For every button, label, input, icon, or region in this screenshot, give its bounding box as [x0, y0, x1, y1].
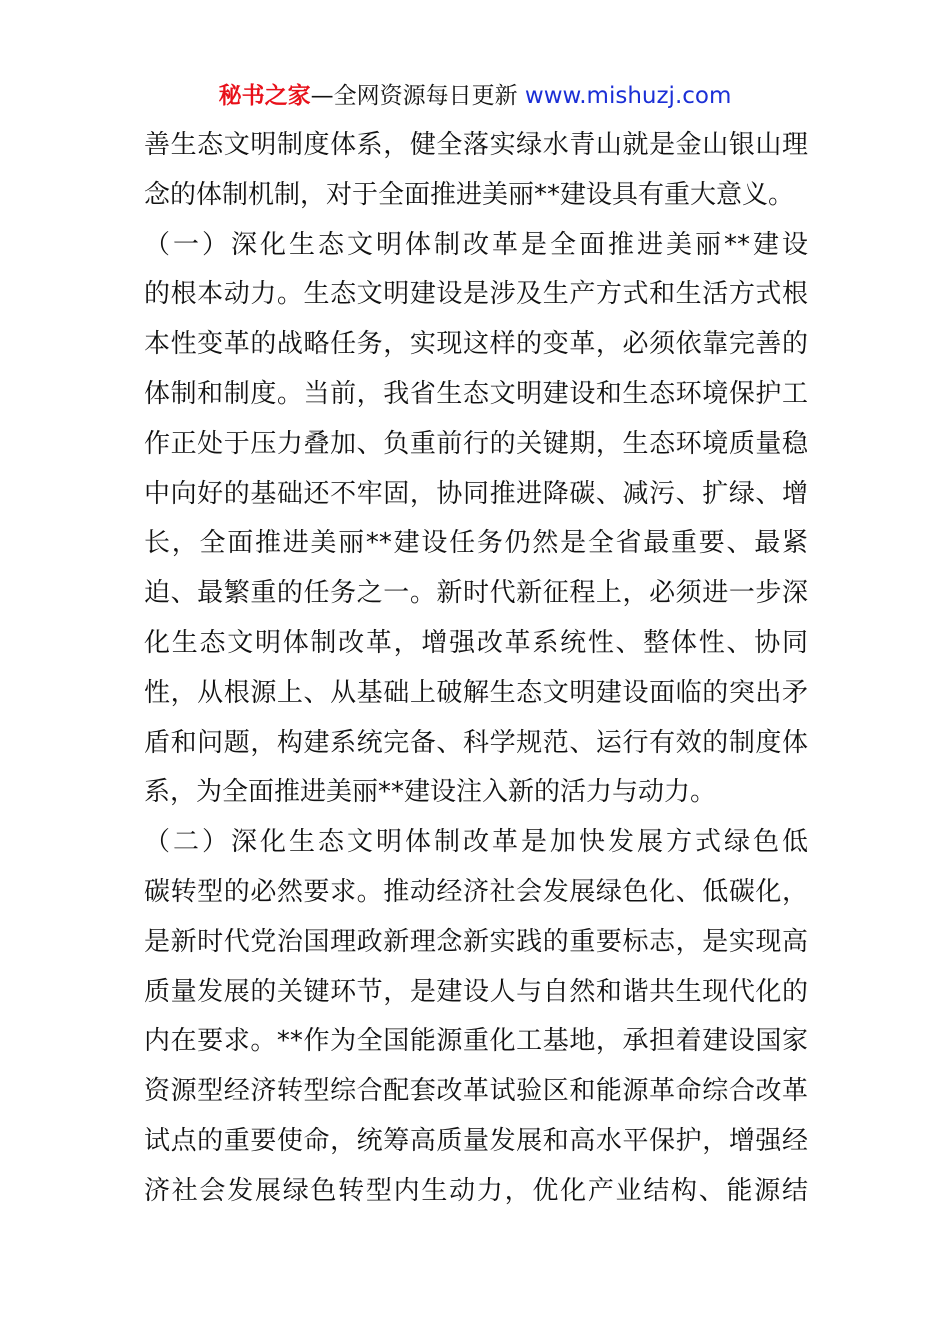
- text-line: 试点的重要使命，统筹高质量发展和高水平保护，增强经: [144, 1125, 808, 1156]
- text-line: 质量发展的关键环节，是建设人与自然和谐共生现代化的: [144, 976, 808, 1007]
- text-line: 系，为全面推进美丽**建设注入新的活力与动力。: [144, 777, 717, 808]
- header-brand: 秘书之家: [218, 83, 311, 109]
- text-line: 念的体制机制，对于全面推进美丽**建设具有重大意义。: [144, 179, 795, 210]
- text-line: 的根本动力。生态文明建设是涉及生产方式和生活方式根: [144, 279, 808, 310]
- text-line: 是新时代党治国理政新理念新实践的重要标志，是实现高: [144, 926, 808, 957]
- text-line: 性，从根源上、从基础上破解生态文明建设面临的突出矛: [144, 677, 808, 708]
- text-line: 本性变革的战略任务，实现这样的变革，必须依靠完善的: [144, 329, 808, 360]
- paragraph-start-line: （二）深化生态文明体制改革是加快发展方式绿色低: [144, 827, 808, 858]
- paragraph-start-line: （一）深化生态文明体制改革是全面推进美丽**建设: [144, 229, 808, 260]
- text-line: 善生态文明制度体系，健全落实绿水青山就是金山银山理: [144, 130, 808, 160]
- text-line: 作正处于压力叠加、负重前行的关键期，生态环境质量稳: [144, 428, 808, 459]
- text-line: 盾和问题，构建系统完备、科学规范、运行有效的制度体: [144, 727, 808, 758]
- header-tagline: —全网资源每日更新: [310, 83, 525, 109]
- text-line: 迫、最繁重的任务之一。新时代新征程上，必须进一步深: [144, 578, 808, 609]
- header-url-link[interactable]: www.mishuzj.com: [524, 83, 732, 109]
- text-line: 化生态文明体制改革，增强改革系统性、整体性、协同: [144, 627, 808, 658]
- site-header: [0, 80, 950, 112]
- text-line: 碳转型的必然要求。推动经济社会发展绿色化、低碳化，: [144, 876, 808, 907]
- text-line: 济社会发展绿色转型内生动力，优化产业结构、能源结: [144, 1175, 808, 1206]
- text-line: 长，全面推进美丽**建设任务仍然是全省最重要、最紧: [144, 528, 808, 559]
- text-line: 中向好的基础还不牢固，协同推进降碳、减污、扩绿、增: [144, 478, 808, 509]
- text-line: 内在要求。**作为全国能源重化工基地，承担着建设国家: [144, 1026, 808, 1057]
- text-line: 资源型经济转型综合配套改革试验区和能源革命综合改革: [144, 1076, 808, 1107]
- text-line: 体制和制度。当前，我省生态文明建设和生态环境保护工: [144, 378, 808, 409]
- document-body: [144, 121, 808, 1217]
